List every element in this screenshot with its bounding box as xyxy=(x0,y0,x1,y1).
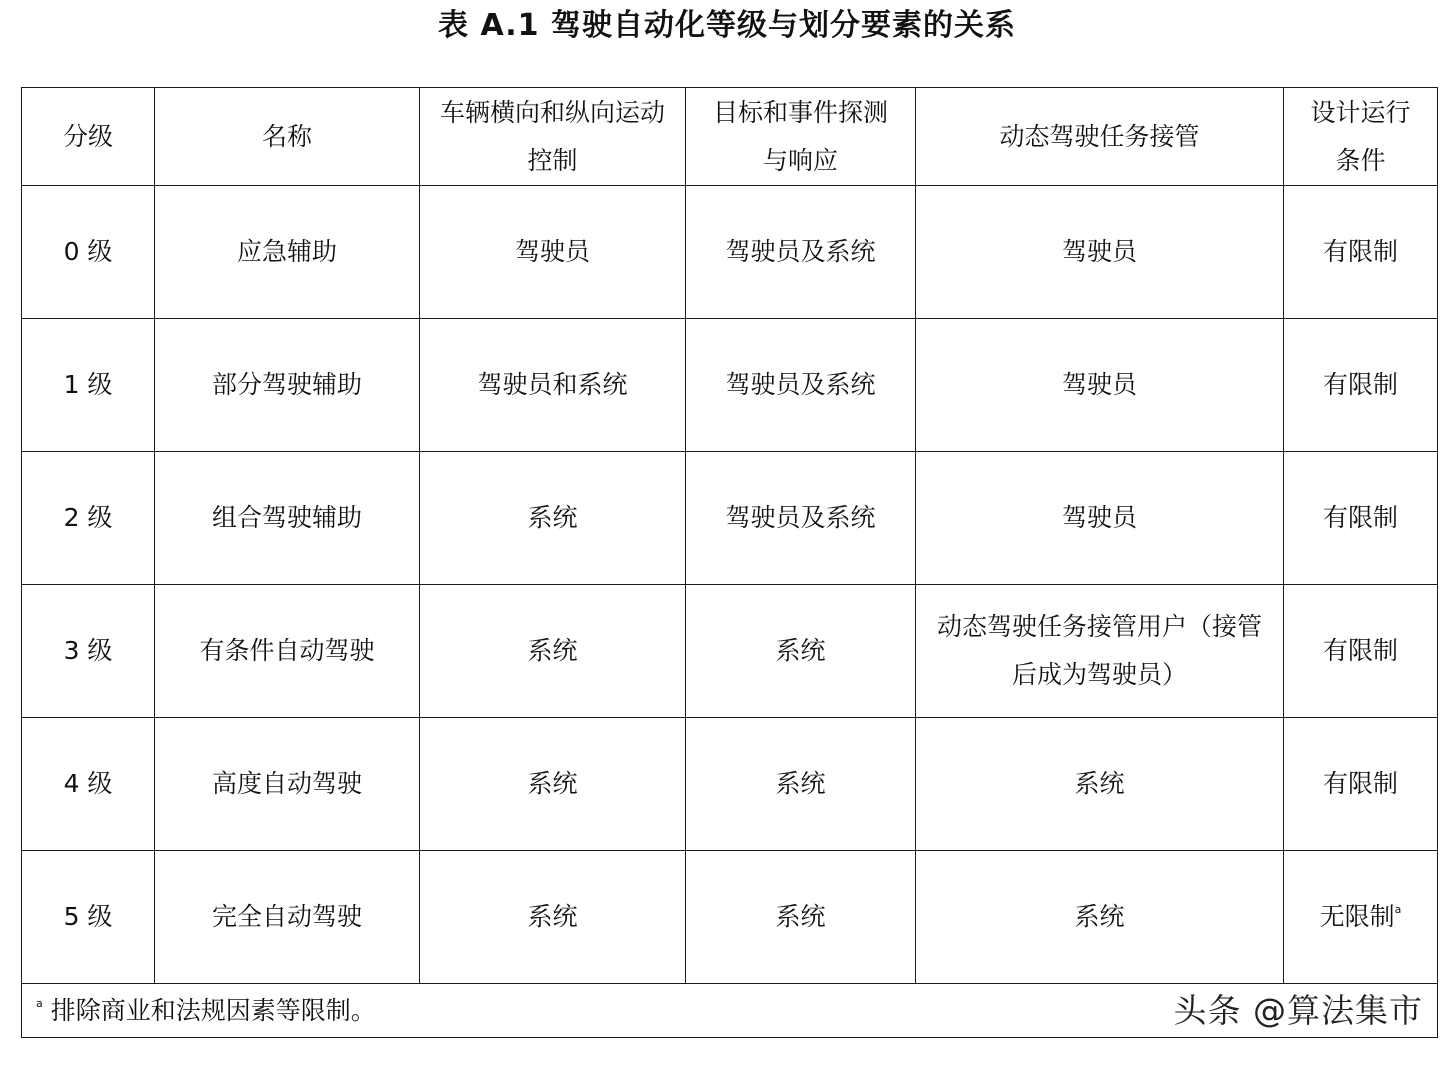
header-odd: 设计运行条件 xyxy=(1284,88,1438,186)
cell-detection-response: 系统 xyxy=(686,585,916,718)
cell-level: 1 级 xyxy=(22,319,155,452)
cell-odd: 有限制 xyxy=(1284,319,1438,452)
cell-name: 组合驾驶辅助 xyxy=(155,452,420,585)
cell-takeover: 驾驶员 xyxy=(916,186,1284,319)
cell-name: 部分驾驶辅助 xyxy=(155,319,420,452)
cell-odd: 有限制 xyxy=(1284,585,1438,718)
cell-odd-text: 无限制 xyxy=(1319,902,1395,931)
header-name: 名称 xyxy=(155,88,420,186)
cell-name: 高度自动驾驶 xyxy=(155,718,420,851)
cell-takeover: 系统 xyxy=(916,851,1284,984)
cell-name: 有条件自动驾驶 xyxy=(155,585,420,718)
cell-motion-control: 系统 xyxy=(420,851,686,984)
cell-motion-control: 系统 xyxy=(420,718,686,851)
cell-level: 2 级 xyxy=(22,452,155,585)
cell-takeover: 动态驾驶任务接管用户（接管后成为驾驶员） xyxy=(916,585,1284,718)
cell-motion-control: 驾驶员和系统 xyxy=(420,319,686,452)
table-row xyxy=(22,718,1438,851)
cell-detection-response: 驾驶员及系统 xyxy=(686,452,916,585)
cell-odd: 有限制 xyxy=(1284,718,1438,851)
cell-level: 4 级 xyxy=(22,718,155,851)
cell-name: 应急辅助 xyxy=(155,186,420,319)
cell-odd: 有限制 xyxy=(1284,186,1438,319)
cell-motion-control: 驾驶员 xyxy=(420,186,686,319)
footnote-row xyxy=(22,984,1438,1038)
table-row xyxy=(22,319,1438,452)
table-row xyxy=(22,186,1438,319)
cell-detection-response: 驾驶员及系统 xyxy=(686,319,916,452)
footnote-ref-marker: a xyxy=(1394,903,1402,916)
footnote-text: 排除商业和法规因素等限制。 xyxy=(50,995,376,1025)
header-detection-response: 目标和事件探测与响应 xyxy=(686,88,916,186)
cell-level: 0 级 xyxy=(22,186,155,319)
footnote-marker: a xyxy=(36,996,43,1010)
table-title: 表 A.1 驾驶自动化等级与划分要素的关系 xyxy=(438,8,1016,43)
cell-takeover: 系统 xyxy=(916,718,1284,851)
header-takeover: 动态驾驶任务接管 xyxy=(916,88,1284,186)
header-level: 分级 xyxy=(22,88,155,186)
header-motion-control: 车辆横向和纵向运动控制 xyxy=(420,88,686,186)
cell-level: 3 级 xyxy=(22,585,155,718)
table-row xyxy=(22,585,1438,718)
cell-motion-control: 系统 xyxy=(420,585,686,718)
table-header-row xyxy=(22,88,1438,186)
cell-motion-control: 系统 xyxy=(420,452,686,585)
cell-takeover: 驾驶员 xyxy=(916,452,1284,585)
footnote-cell xyxy=(22,984,1438,1038)
watermark: 头条 @算法集市 xyxy=(1173,991,1423,1030)
cell-level: 5 级 xyxy=(22,851,155,984)
cell-name: 完全自动驾驶 xyxy=(155,851,420,984)
cell-detection-response: 系统 xyxy=(686,718,916,851)
levels-table xyxy=(21,87,1438,1038)
cell-odd: 有限制 xyxy=(1284,452,1438,585)
table-row xyxy=(22,851,1438,984)
cell-detection-response: 系统 xyxy=(686,851,916,984)
cell-detection-response: 驾驶员及系统 xyxy=(686,186,916,319)
table-row xyxy=(22,452,1438,585)
cell-odd xyxy=(1284,851,1438,984)
cell-takeover: 驾驶员 xyxy=(916,319,1284,452)
